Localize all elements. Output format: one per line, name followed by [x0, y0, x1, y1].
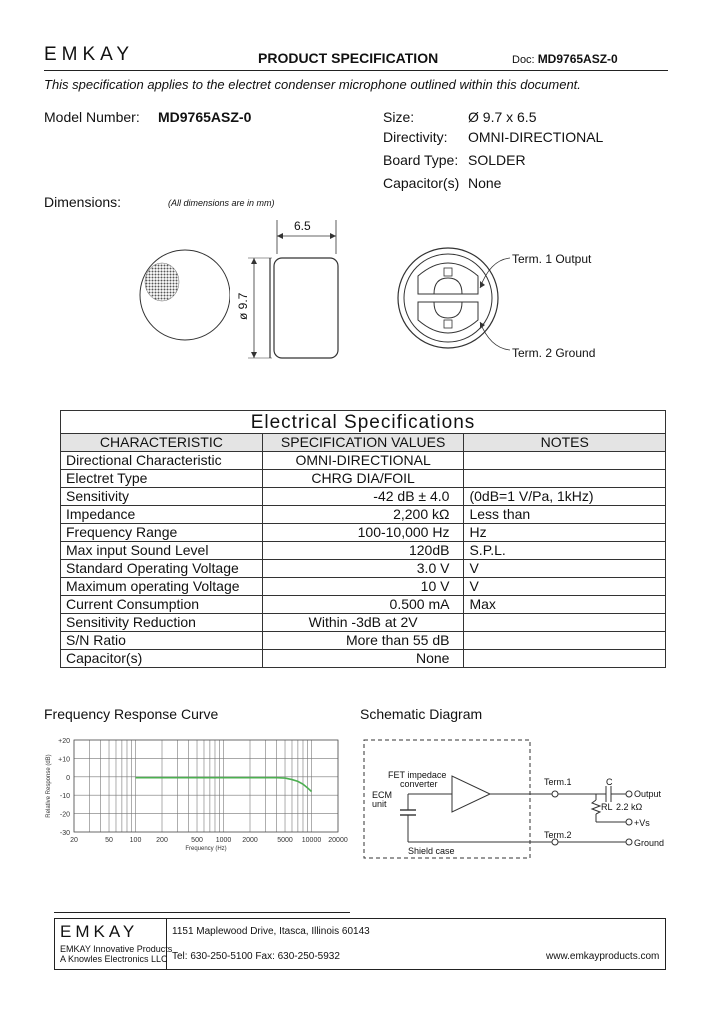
size-label: Size:: [383, 109, 415, 125]
spec-row: [61, 614, 666, 632]
size-value: Ø 9.7 x 6.5: [468, 109, 537, 125]
spec-row: [61, 542, 666, 560]
spec-value: CHRG DIA/FOIL: [262, 470, 464, 488]
spec-characteristic: Standard Operating Voltage: [61, 560, 263, 578]
spec-row: [61, 632, 666, 650]
term2-label: Term. 2 Ground: [512, 346, 596, 360]
spec-note: [464, 470, 666, 488]
spec-value: None: [262, 650, 464, 668]
footer-company-line2: A Knowles Electronics LLC: [60, 954, 168, 964]
fet-label-1: FET impedace: [388, 770, 447, 780]
mic-front-view: [130, 240, 230, 360]
x-axis-label: Frequency (Hz): [185, 846, 227, 852]
spec-value: 120dB: [262, 542, 464, 560]
electrical-title: Electrical Specifications: [61, 411, 666, 434]
x-tick-label: 50: [105, 837, 113, 844]
output-label: Output: [634, 789, 662, 799]
spec-characteristic: Frequency Range: [61, 524, 263, 542]
model-label: Model Number:: [44, 109, 140, 125]
spec-characteristic: Current Consumption: [61, 596, 263, 614]
spec-characteristic: Capacitor(s): [61, 650, 263, 668]
footer-phone: Tel: 630-250-5100 Fax: 630-250-5932: [172, 951, 340, 962]
spec-characteristic: Sensitivity Reduction: [61, 614, 263, 632]
spec-value: Within -3dB at 2V: [262, 614, 464, 632]
header-notes: NOTES: [464, 434, 666, 452]
term2-schematic-label: Term.2: [544, 830, 572, 840]
spec-characteristic: S/N Ratio: [61, 632, 263, 650]
ecm-label-2: unit: [372, 799, 387, 809]
footer-website[interactable]: www.emkayproducts.com: [546, 951, 660, 962]
capacitor-label: Capacitor(s): [383, 175, 460, 191]
length-dimension: 6.5: [294, 219, 311, 233]
y-axis-label: Relative Response (dB): [46, 754, 52, 818]
spec-row: [61, 560, 666, 578]
y-tick-label: -20: [59, 811, 70, 819]
term1-label: Term. 1 Output: [512, 252, 592, 266]
x-tick-label: 20: [70, 837, 78, 844]
model-value: MD9765ASZ-0: [158, 109, 252, 125]
frequency-response-title: Frequency Response Curve: [44, 706, 219, 722]
spec-row: [61, 524, 666, 542]
spec-row: [61, 470, 666, 488]
spec-characteristic: Sensitivity: [61, 488, 263, 506]
x-tick-label: 500: [191, 837, 203, 844]
ground-label: Ground: [634, 838, 665, 848]
spec-row: [61, 452, 666, 470]
y-tick-label: +10: [58, 756, 70, 764]
rl-label: RL: [601, 802, 613, 812]
doc-label: Doc:: [512, 54, 535, 66]
capacitor-value: None: [468, 175, 502, 191]
doc-value: MD9765ASZ-0: [537, 52, 618, 66]
footer-company-line1: EMKAY Innovative Products: [60, 944, 173, 954]
spec-characteristic: Directional Characteristic: [61, 452, 263, 470]
x-tick-label: 1000: [215, 837, 232, 844]
spec-row: [61, 650, 666, 668]
board-type-label: Board Type:: [383, 152, 459, 168]
frequency-response-chart: [40, 728, 350, 852]
spec-value: 100-10,000 Hz: [262, 524, 464, 542]
term1-schematic-label: Term.1: [544, 777, 572, 787]
header-divider: [44, 70, 668, 71]
footer-brand-logo: EMKAY: [60, 922, 139, 941]
y-tick-label: +20: [58, 738, 70, 745]
spec-characteristic: Max input Sound Level: [61, 542, 263, 560]
fet-label-2: converter: [400, 779, 438, 789]
mic-side-view: [232, 214, 352, 364]
dimensions-note: (All dimensions are in mm): [168, 198, 275, 208]
directivity-label: Directivity:: [383, 129, 448, 145]
y-tick-label: 0: [66, 774, 70, 782]
spec-row: [61, 488, 666, 506]
doc-number: [512, 52, 618, 66]
spec-note: Hz: [464, 524, 666, 542]
spec-value: 0.500 mA: [262, 596, 464, 614]
header-spec-values: SPECIFICATION VALUES: [262, 434, 464, 452]
y-tick-label: -10: [59, 793, 70, 801]
spec-note: [464, 650, 666, 668]
electrical-spec-table: [60, 410, 666, 668]
brand-logo: EMKAY: [44, 44, 135, 65]
terminal-leaders: [470, 250, 520, 360]
x-tick-label: 5000: [277, 837, 293, 844]
header-characteristic: CHARACTERISTIC: [61, 434, 263, 452]
spec-note: (0dB=1 V/Pa, 1kHz): [464, 488, 666, 506]
spec-value: OMNI-DIRECTIONAL: [262, 452, 464, 470]
footer-divider-line: [54, 912, 350, 913]
ecm-label-1: ECM: [372, 790, 392, 800]
directivity-value: OMNI-DIRECTIONAL: [468, 129, 604, 145]
diameter-dimension: ø 9.7: [236, 292, 250, 320]
spec-note: [464, 614, 666, 632]
schematic-title: Schematic Diagram: [360, 706, 483, 722]
spec-note: V: [464, 560, 666, 578]
spec-value: More than 55 dB: [262, 632, 464, 650]
capacitor-symbol-label: C: [606, 777, 613, 787]
x-tick-label: 20000: [328, 837, 348, 844]
spec-value: -42 dB ± 4.0: [262, 488, 464, 506]
vs-label: +Vs: [634, 818, 650, 828]
spec-note: Max: [464, 596, 666, 614]
board-type-value: SOLDER: [468, 152, 526, 168]
rl-value: 2.2 kΩ: [616, 802, 643, 812]
shield-case-label: Shield case: [408, 846, 455, 856]
x-tick-label: 200: [156, 837, 168, 844]
spec-row: [61, 578, 666, 596]
spec-value: 10 V: [262, 578, 464, 596]
dimensions-label: Dimensions:: [44, 194, 122, 210]
spec-note: [464, 632, 666, 650]
spec-note: S.P.L.: [464, 542, 666, 560]
spec-row: [61, 596, 666, 614]
applies-text: This specification applies to the electret condenser microphone outlined within this document.: [44, 77, 581, 92]
spec-value: 2,200 kΩ: [262, 506, 464, 524]
y-tick-label: -30: [59, 830, 70, 837]
x-tick-label: 10000: [301, 837, 322, 844]
x-tick-label: 2000: [242, 837, 258, 844]
spec-characteristic: Electret Type: [61, 470, 263, 488]
spec-characteristic: Impedance: [61, 506, 263, 524]
spec-note: Less than: [464, 506, 666, 524]
spec-characteristic: Maximum operating Voltage: [61, 578, 263, 596]
spec-note: V: [464, 578, 666, 596]
plot-frame: [74, 740, 338, 832]
footer-address: 1151 Maplewood Drive, Itasca, Illinois 60143: [172, 926, 370, 937]
spec-value: 3.0 V: [262, 560, 464, 578]
x-tick-label: 100: [129, 837, 142, 844]
page-title: PRODUCT SPECIFICATION: [258, 50, 439, 66]
spec-row: [61, 506, 666, 524]
spec-note: [464, 452, 666, 470]
